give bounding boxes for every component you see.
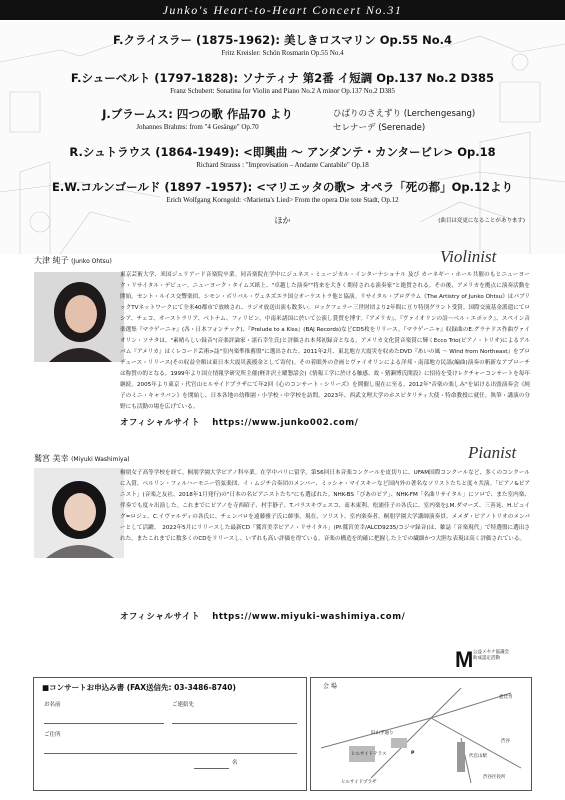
map-label: 恵比寿 <box>499 695 513 700</box>
address-label: ご住所 <box>44 732 61 738</box>
pianist-role: Pianist <box>468 443 517 462</box>
program-title-en: Johannes Brahms: from "4 Gesänge" Op.70 <box>136 123 259 131</box>
contact-field[interactable] <box>172 723 297 724</box>
mecenat-text <box>473 650 509 662</box>
mecenat-line: 助成認定活動 <box>473 656 500 661</box>
portrait-illustration <box>34 272 124 362</box>
mecenat-line: 公益メセナ協議会 <box>473 650 509 655</box>
site-url[interactable]: https://www.junko002.com/ <box>212 418 359 428</box>
site-label: オフィシャルサイト <box>120 418 201 428</box>
pianist-photo <box>34 468 124 558</box>
form-title: ■コンサートお申込み書 (FAX送信先: 03-3486-8740) <box>42 683 236 692</box>
venue-label: 会 場 <box>323 683 337 690</box>
program-title-en: Fritz Kreisler: Schön Rosmarin Op.55 No.4 <box>221 49 344 57</box>
program-item <box>0 32 565 57</box>
program-item <box>0 144 565 169</box>
program-more: ほか <box>274 216 291 225</box>
count-field[interactable] <box>194 768 229 769</box>
violinist-bio: 東京芸術大学、米国ジュリアード音楽院卒業。同音楽院在学中にジュネス・ミュージカル・インターナショナル 及び カーネギー・ホール共催のもとニューヨーク・リサイタル・デビュー。ニューヨーク・タイムズ紙上、"卓越した演奏""将来を大きく期待される演奏家"と絶賛される。その後、アメリカを拠点に演奏活動を開始。セント・ルイス交響楽団、シモン・ボリバル・ヴェネズエラ国立オーケストラ他と協演。リサイタル・プログラム《The Artistry of Junko Ohtsu》はパブリックTVネットワークにて全米40都市で放映され、ラジオ放送出演も数多い。ロックフェラー三世財団より2年間に亘り特別グラント受賞。国際交流基金派遣にてロシア、チェコ、オーストラリア、ベトナム、フィリピン、中南米諸国に於いて公演し賞賛を博す。『アメリカ』、『ヴァイオリンの詩〜ベル・エポック』、スペイン音楽選集『マラゲーニャ』(各・日本フォンテック)、『Prelude to a Kiss』(BAJ Records)などCD5枚をリリース。『マラゲーニャ』収録曲のE.グラナドス作曲ヴァイオリン・ソナタは、"素晴らしい録音"(音楽評論家・諸石幸生氏)と評価され本邦初録音となる。アメリカ文化賞音楽賞に輝くEcco Trio(ピアノ・トリオ)によるアルバム『アメリカ』はくレコード芸術>誌"室内楽準推薦盤"に選出された。2011年2月、東北地方大震災を収めたDVD『あいの風 〜 Wind from Northeast』をプロデュース・リリース(その収益全額は東日本大震災義援金として寄付)。その着眼外の企画とヴァイオリンによる洋邦・南部地方民謡(編曲)演奏の斬新なアプローチは称賛の的となる。1999年より国立情報学研究所主催(軽井沢土曜懇話会)《情報工学に於ける触感、故・猪瀬博氏開設》に招待を受けレクチャーコンサートを毎年継続。2005年より東京・代官山ヒルサイドプラザにて年2回《心のコンサート・シリーズ》を開催し現在に至る。2012年"音楽の楽しみ"を届ける出張演奏会《純子のミニ・キャラバン》を開始し、日本各地の幼稚園・小学校・中学校を訪問。2023年、西武文理大学のホスピタリティ大使・特命教授に就任。執筆・講演の分野にも活動の場を広げている。 <box>120 272 530 410</box>
site-label: オフィシャルサイト <box>120 612 201 622</box>
brahms-songs <box>333 107 475 135</box>
song-title: セレナーデ (Serenade) <box>333 123 426 133</box>
program-title-jp: E.W.コルンゴールド (1897 -1957): <マリエッタの歌> オペラ「死の都」Op.12より <box>52 180 513 194</box>
application-form <box>33 677 307 791</box>
program-item <box>0 179 565 204</box>
parking-icon: P <box>411 751 415 756</box>
program-title-en: Franz Schubert: Sonatina for Violin and Piano No.2 A minor Op.137 No.2 D385 <box>170 87 395 95</box>
map-label: 渋谷 <box>501 739 510 744</box>
program-title-jp: R.シュトラウス (1864-1949): <即興曲 〜 アンダンテ・カンタービレ> Op.18 <box>69 145 496 159</box>
pianist-bio: 桐朋女子高等学校を経て、桐朋学園大学ピアノ科卒業。在学中パリに留学。第56回日本音楽コンクールを皮切りに、UFAM国際コンクールなど、多くのコンクールに入賞。ベルリン・フィルハーモニー管弦楽団、イ・ムジチ合奏団のメンバー、ミッシャ・マイスキーなど国内外の著名なソリストたちと度々共演。「ピアノ&ピアニスト」(音楽之友社、2018年1月発行)の"日本の名ピアニストたち"にも選ばれた。NHK-BS「ぴあのピア」、NHK-FM「名曲リサイタル」にソロで、また室内楽、伴奏でも度々出演した。これまでにピアノを寺西昭子、村手静子、T.パラスキヴェスコ、髙木東利、松浦佳子の各氏に、室内楽をJ.M.ダマーズ、三善晃、H.ビュイグ=ロジェ、C.イヴァルディの各氏に、チェンバロを遠藤雅子氏に師事。現在、ソリスト、室内楽奏者、桐朋学園大学講師演奏員、メメダ・ピアノトリオのメンバーとして活躍。 2022年5月にリリースした最新CD「鷲宮美幸ピアノ・リサイタル」(Pf.鷲宮美幸/ALCD9235/コジマ録音)は、雑誌「音楽現代」で特選盤に選出された。またこれまでに数多くのCDをリリースし、いずれも高い評価を得ている。音楽の構造を的確に把握した上での繊細かつ大胆な表現は高く評価されている。 <box>120 470 530 542</box>
violinist-name <box>34 255 112 266</box>
program-title-jp: F.クライスラー (1875-1962): 美しきロスマリン Op.55 No.4 <box>112 33 453 47</box>
pianist-name-jp: 鷲宮 美幸 <box>34 454 69 463</box>
concert-banner: Junko's Heart-to-Heart Concert No.31 <box>0 0 565 20</box>
violinist-site[interactable] <box>120 416 358 428</box>
map-label: 代官山駅 <box>469 754 487 759</box>
count-label: 名 <box>232 760 238 766</box>
pianist-site[interactable] <box>120 610 405 622</box>
program-title-jp: J.ブラームス: 四つの歌 作品70 より <box>102 107 293 121</box>
portrait-illustration <box>34 468 124 558</box>
violinist-name-en: (Junko Ohtsu) <box>71 258 112 265</box>
map-label: 渋谷区役所 <box>483 775 506 780</box>
site-url[interactable]: https://www.miyuki-washimiya.com/ <box>212 612 406 622</box>
contact-label: ご連絡先 <box>172 702 195 708</box>
violinist-role: Violinist <box>440 247 497 266</box>
song-title: ひばりのさえずり (Lerchengesang) <box>333 109 476 119</box>
pianist-name-en: (Miyuki Washimiya) <box>71 456 130 463</box>
program-item <box>0 70 565 95</box>
violinist-photo <box>34 272 124 362</box>
program-section <box>0 22 565 254</box>
map-label: ヒルサイドプラザ <box>341 780 377 785</box>
map-label: ヒルサイドテラス <box>351 752 387 757</box>
program-note: (曲目は変更になることがあります) <box>438 218 525 224</box>
pianist-name <box>34 453 130 464</box>
map-label: 旧山手通り <box>371 731 394 736</box>
address-field[interactable] <box>44 753 297 754</box>
venue-map <box>310 677 532 791</box>
name-label: お名前 <box>44 702 61 708</box>
name-field[interactable] <box>44 723 164 724</box>
program-title-en: Erich Wolfgang Korngold: <Marietta's Lied> From the opera Die tote Stadt, Op.12 <box>166 196 399 204</box>
program-title-jp: F.シューベルト (1797-1828): ソナティナ 第2番 イ短調 Op.137 No.2 D385 <box>70 71 495 85</box>
violinist-name-jp: 大津 純子 <box>34 256 69 265</box>
mecenat-logo: M <box>455 647 474 672</box>
program-title-en: Richard Strauss : "Improvisation – Andante Cantabile" Op.18 <box>196 161 369 169</box>
